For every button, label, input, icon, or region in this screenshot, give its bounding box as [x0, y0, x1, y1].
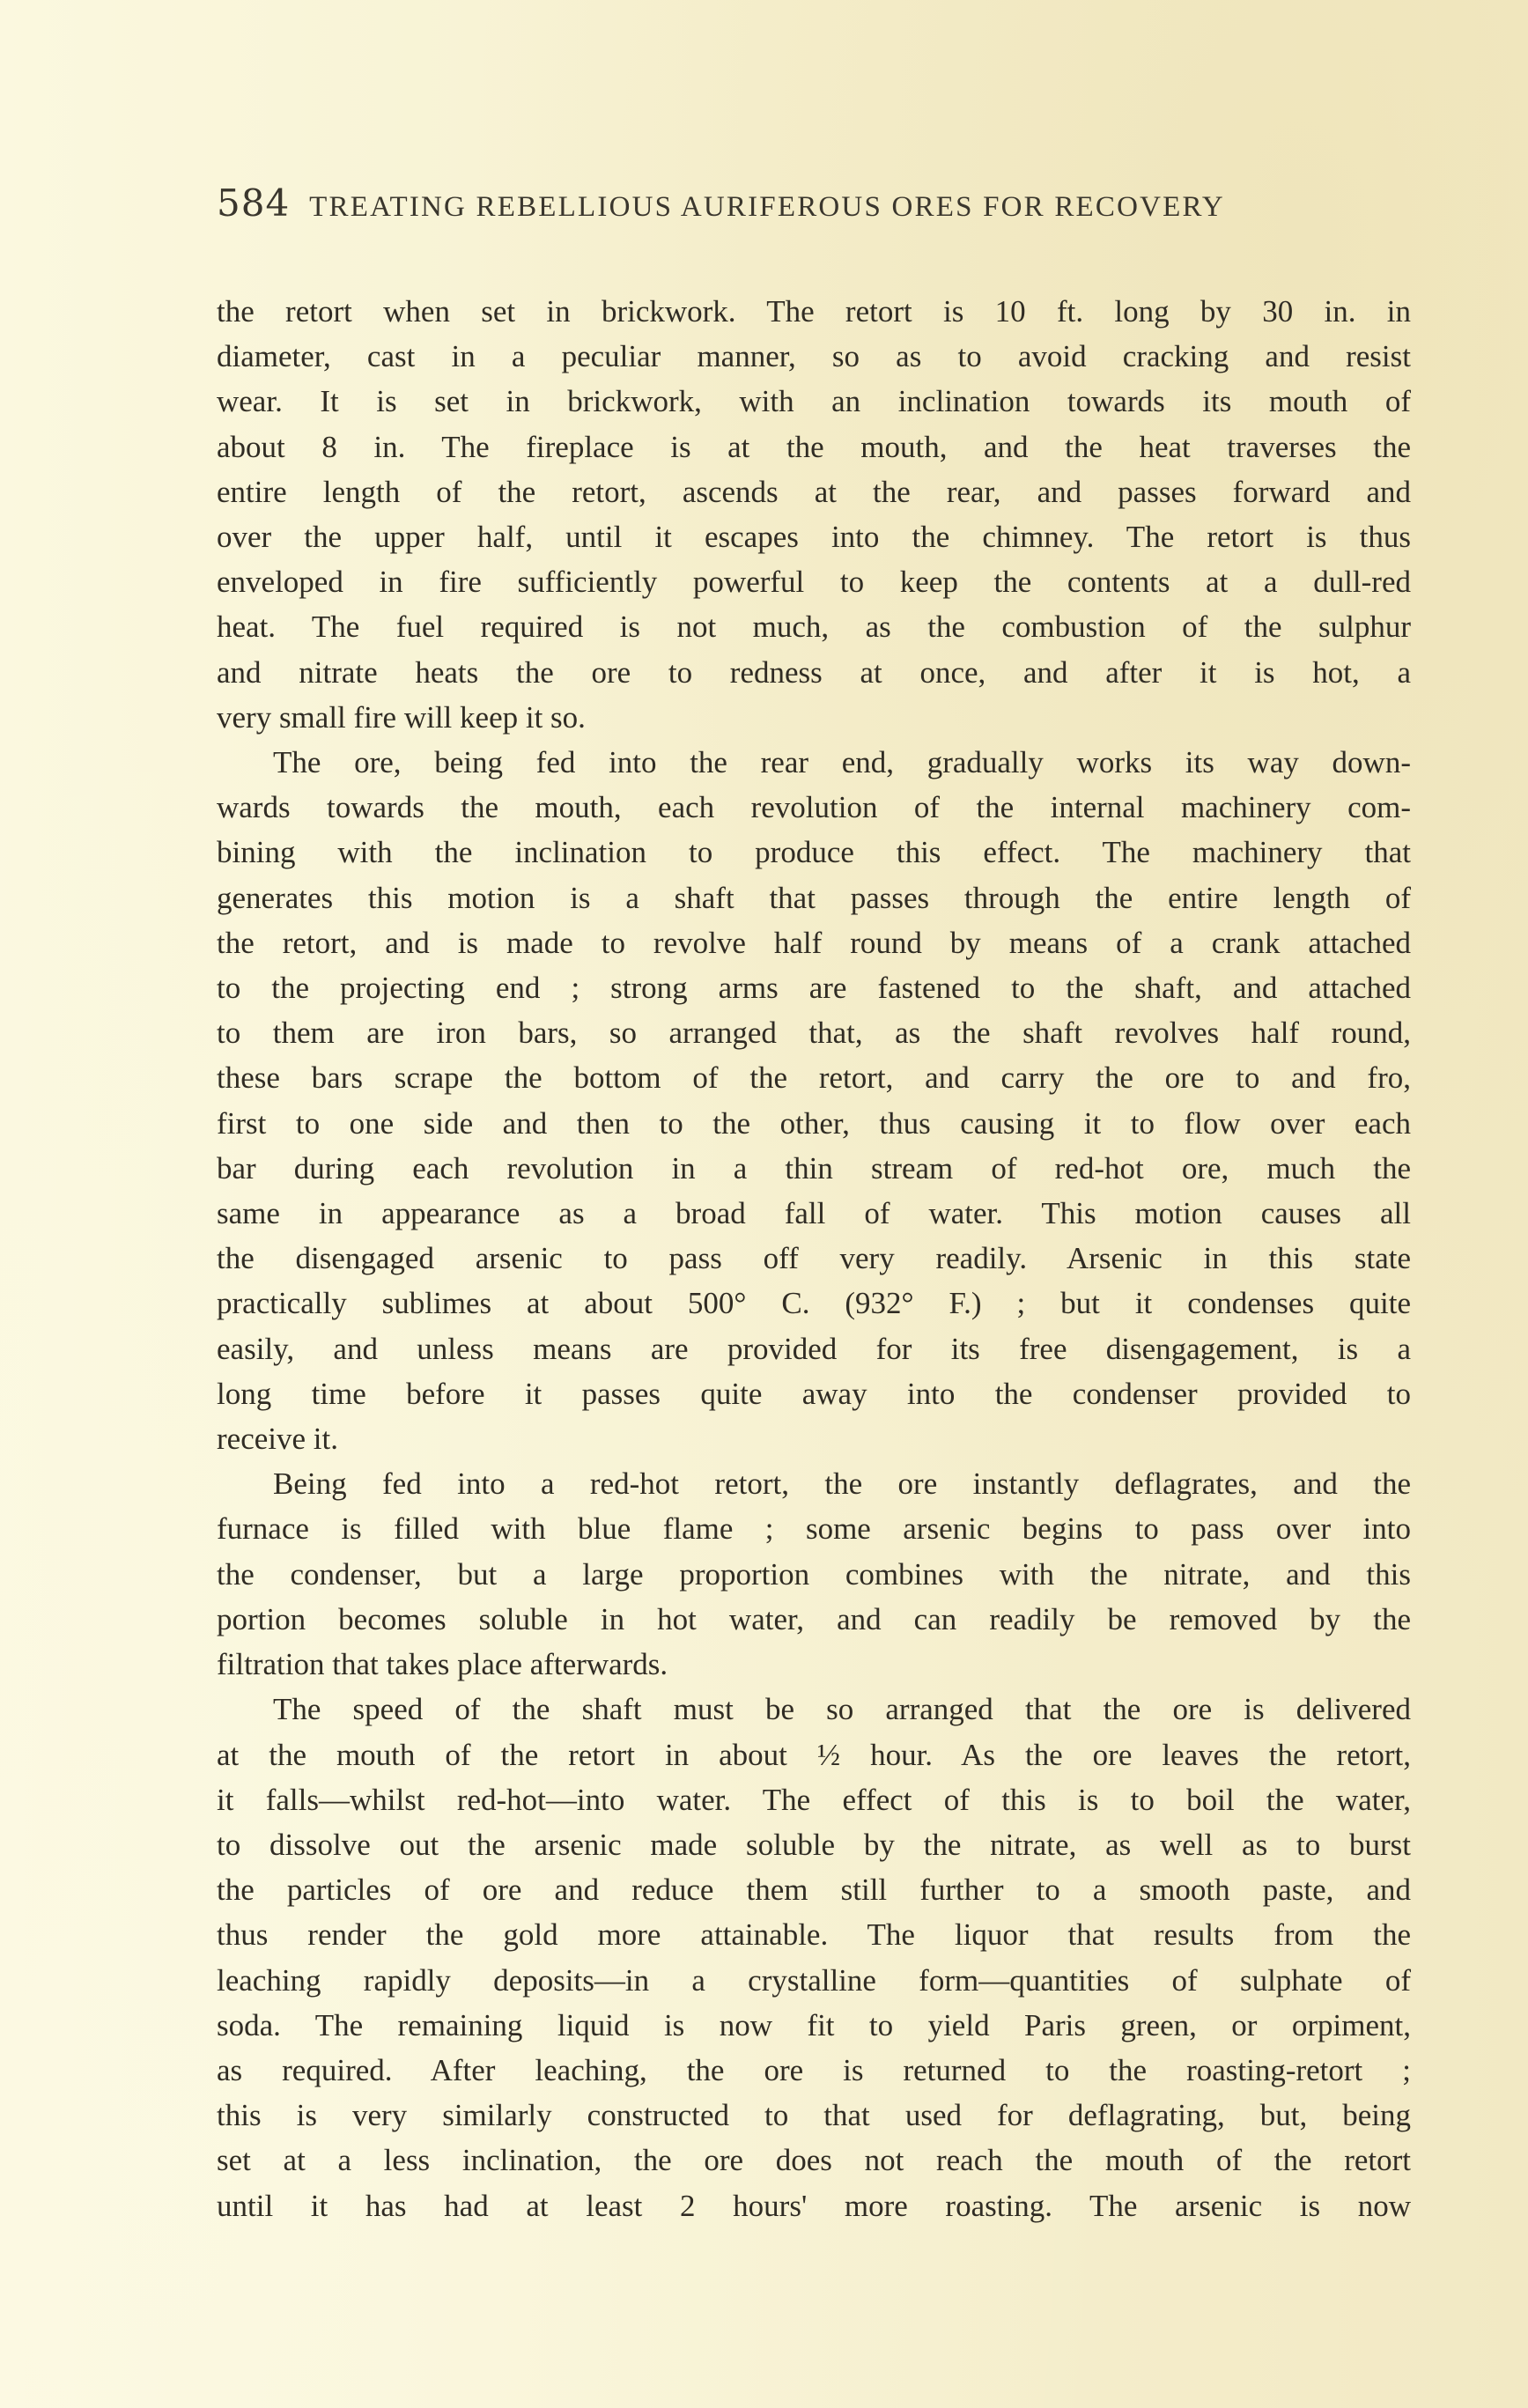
text-line: leaching rapidly deposits—in a crystalline form—quantities of sulphate of — [217, 1962, 1411, 1998]
text-line: portion becomes soluble in hot water, and can readily be removed by the — [217, 1601, 1411, 1636]
text-line: The speed of the shaft must be so arranged that the ore is delivered — [273, 1692, 1411, 1727]
text-line: enveloped in fire sufficiently powerful to keep the contents at a dull-red — [217, 565, 1411, 600]
text-line: to dissolve out the arsenic made soluble by the nitrate, as well as to burst — [217, 1827, 1411, 1862]
text-line: to them are iron bars, so arranged that, as the shaft revolves half round, — [217, 1016, 1411, 1051]
text-line: the particles of ore and reduce them still further to a smooth paste, and — [217, 1872, 1411, 1908]
text-line: same in appearance as a broad fall of water. This motion causes all — [217, 1196, 1411, 1231]
text-line: these bars scrape the bottom of the retort, and carry the ore to and fro, — [217, 1060, 1411, 1096]
text-line: this is very similarly constructed to that used for deflagrating, but, being — [217, 2098, 1411, 2133]
text-line: heat. The fuel required is not much, as the combustion of the sulphur — [217, 609, 1411, 645]
text-line: wear. It is set in brickwork, with an inclination towards its mouth of — [217, 384, 1411, 419]
body-text — [217, 289, 1411, 2228]
paragraph-2 — [217, 740, 1411, 1461]
page-number: 584 — [217, 181, 291, 225]
paragraph-1 — [217, 289, 1411, 740]
text-line: as required. After leaching, the ore is returned to the roasting-retort ; — [217, 2052, 1411, 2087]
text-line: thus render the gold more attainable. The liquor that results from the — [217, 1917, 1411, 1953]
text-line: easily, and unless means are provided for its free disengagement, is a — [217, 1331, 1411, 1366]
text-line: about 8 in. The fireplace is at the mouth, and the heat traverses the — [217, 429, 1411, 464]
text-line: entire length of the retort, ascends at the rear, and passes forward and — [217, 474, 1411, 509]
text-line: The ore, being fed into the rear end, gradually works its way down- — [273, 745, 1411, 780]
text-line: bar during each revolution in a thin stream of red-hot ore, much the — [217, 1150, 1411, 1186]
text-line: first to one side and then to the other, thus causing it to flow over each — [217, 1105, 1411, 1141]
text-line: the condenser, but a large proportion combines with the nitrate, and this — [217, 1556, 1411, 1592]
running-head-title: TREATING REBELLIOUS AURIFEROUS ORES FOR RECOVERY — [309, 191, 1225, 223]
paragraph-4 — [217, 1687, 1411, 2227]
text-line: practically sublimes at about 500° C. (932° F.) ; but it condenses quite — [217, 1286, 1411, 1321]
text-line: the retort when set in brickwork. The retort is 10 ft. long by 30 in. in — [217, 294, 1411, 329]
book-page — [217, 181, 1411, 2228]
text-line: Being fed into a red-hot retort, the ore instantly deflagrates, and the — [273, 1466, 1411, 1502]
text-line: the retort, and is made to revolve half round by means of a crank attached — [217, 925, 1411, 960]
text-line: to the projecting end ; strong arms are fastened to the shaft, and attached — [217, 971, 1411, 1006]
text-line: bining with the inclination to produce this effect. The machinery that — [217, 835, 1411, 870]
text-line: diameter, cast in a peculiar manner, so as to avoid cracking and resist — [217, 339, 1411, 374]
text-line: soda. The remaining liquid is now fit to yield Paris green, or orpiment, — [217, 2007, 1411, 2042]
text-line: furnace is filled with blue flame ; some arsenic begins to pass over into — [217, 1511, 1411, 1547]
text-line: the disengaged arsenic to pass off very readily. Arsenic in this state — [217, 1241, 1411, 1276]
text-line: at the mouth of the retort in about ½ hour. As the ore leaves the retort, — [217, 1737, 1411, 1772]
text-line: filtration that takes place afterwards. — [217, 1647, 668, 1682]
text-line: it falls—whilst red-hot—into water. The effect of this is to boil the water, — [217, 1782, 1411, 1817]
text-line: very small fire will keep it so. — [217, 699, 586, 735]
text-line: until it has had at least 2 hours' more roasting. The arsenic is now — [217, 2188, 1411, 2223]
text-line: set at a less inclination, the ore does not reach the mouth of the retort — [217, 2143, 1411, 2178]
text-line: and nitrate heats the ore to redness at once, and after it is hot, a — [217, 654, 1411, 690]
text-line: long time before it passes quite away into the condenser provided to — [217, 1376, 1411, 1411]
running-head — [217, 181, 1411, 236]
text-line: wards towards the mouth, each revolution of the internal machinery com- — [217, 790, 1411, 825]
text-line: generates this motion is a shaft that passes through the entire length of — [217, 880, 1411, 915]
paragraph-3 — [217, 1461, 1411, 1687]
text-line: over the upper half, until it escapes into the chimney. The retort is thus — [217, 520, 1411, 555]
text-line: receive it. — [217, 1422, 338, 1457]
